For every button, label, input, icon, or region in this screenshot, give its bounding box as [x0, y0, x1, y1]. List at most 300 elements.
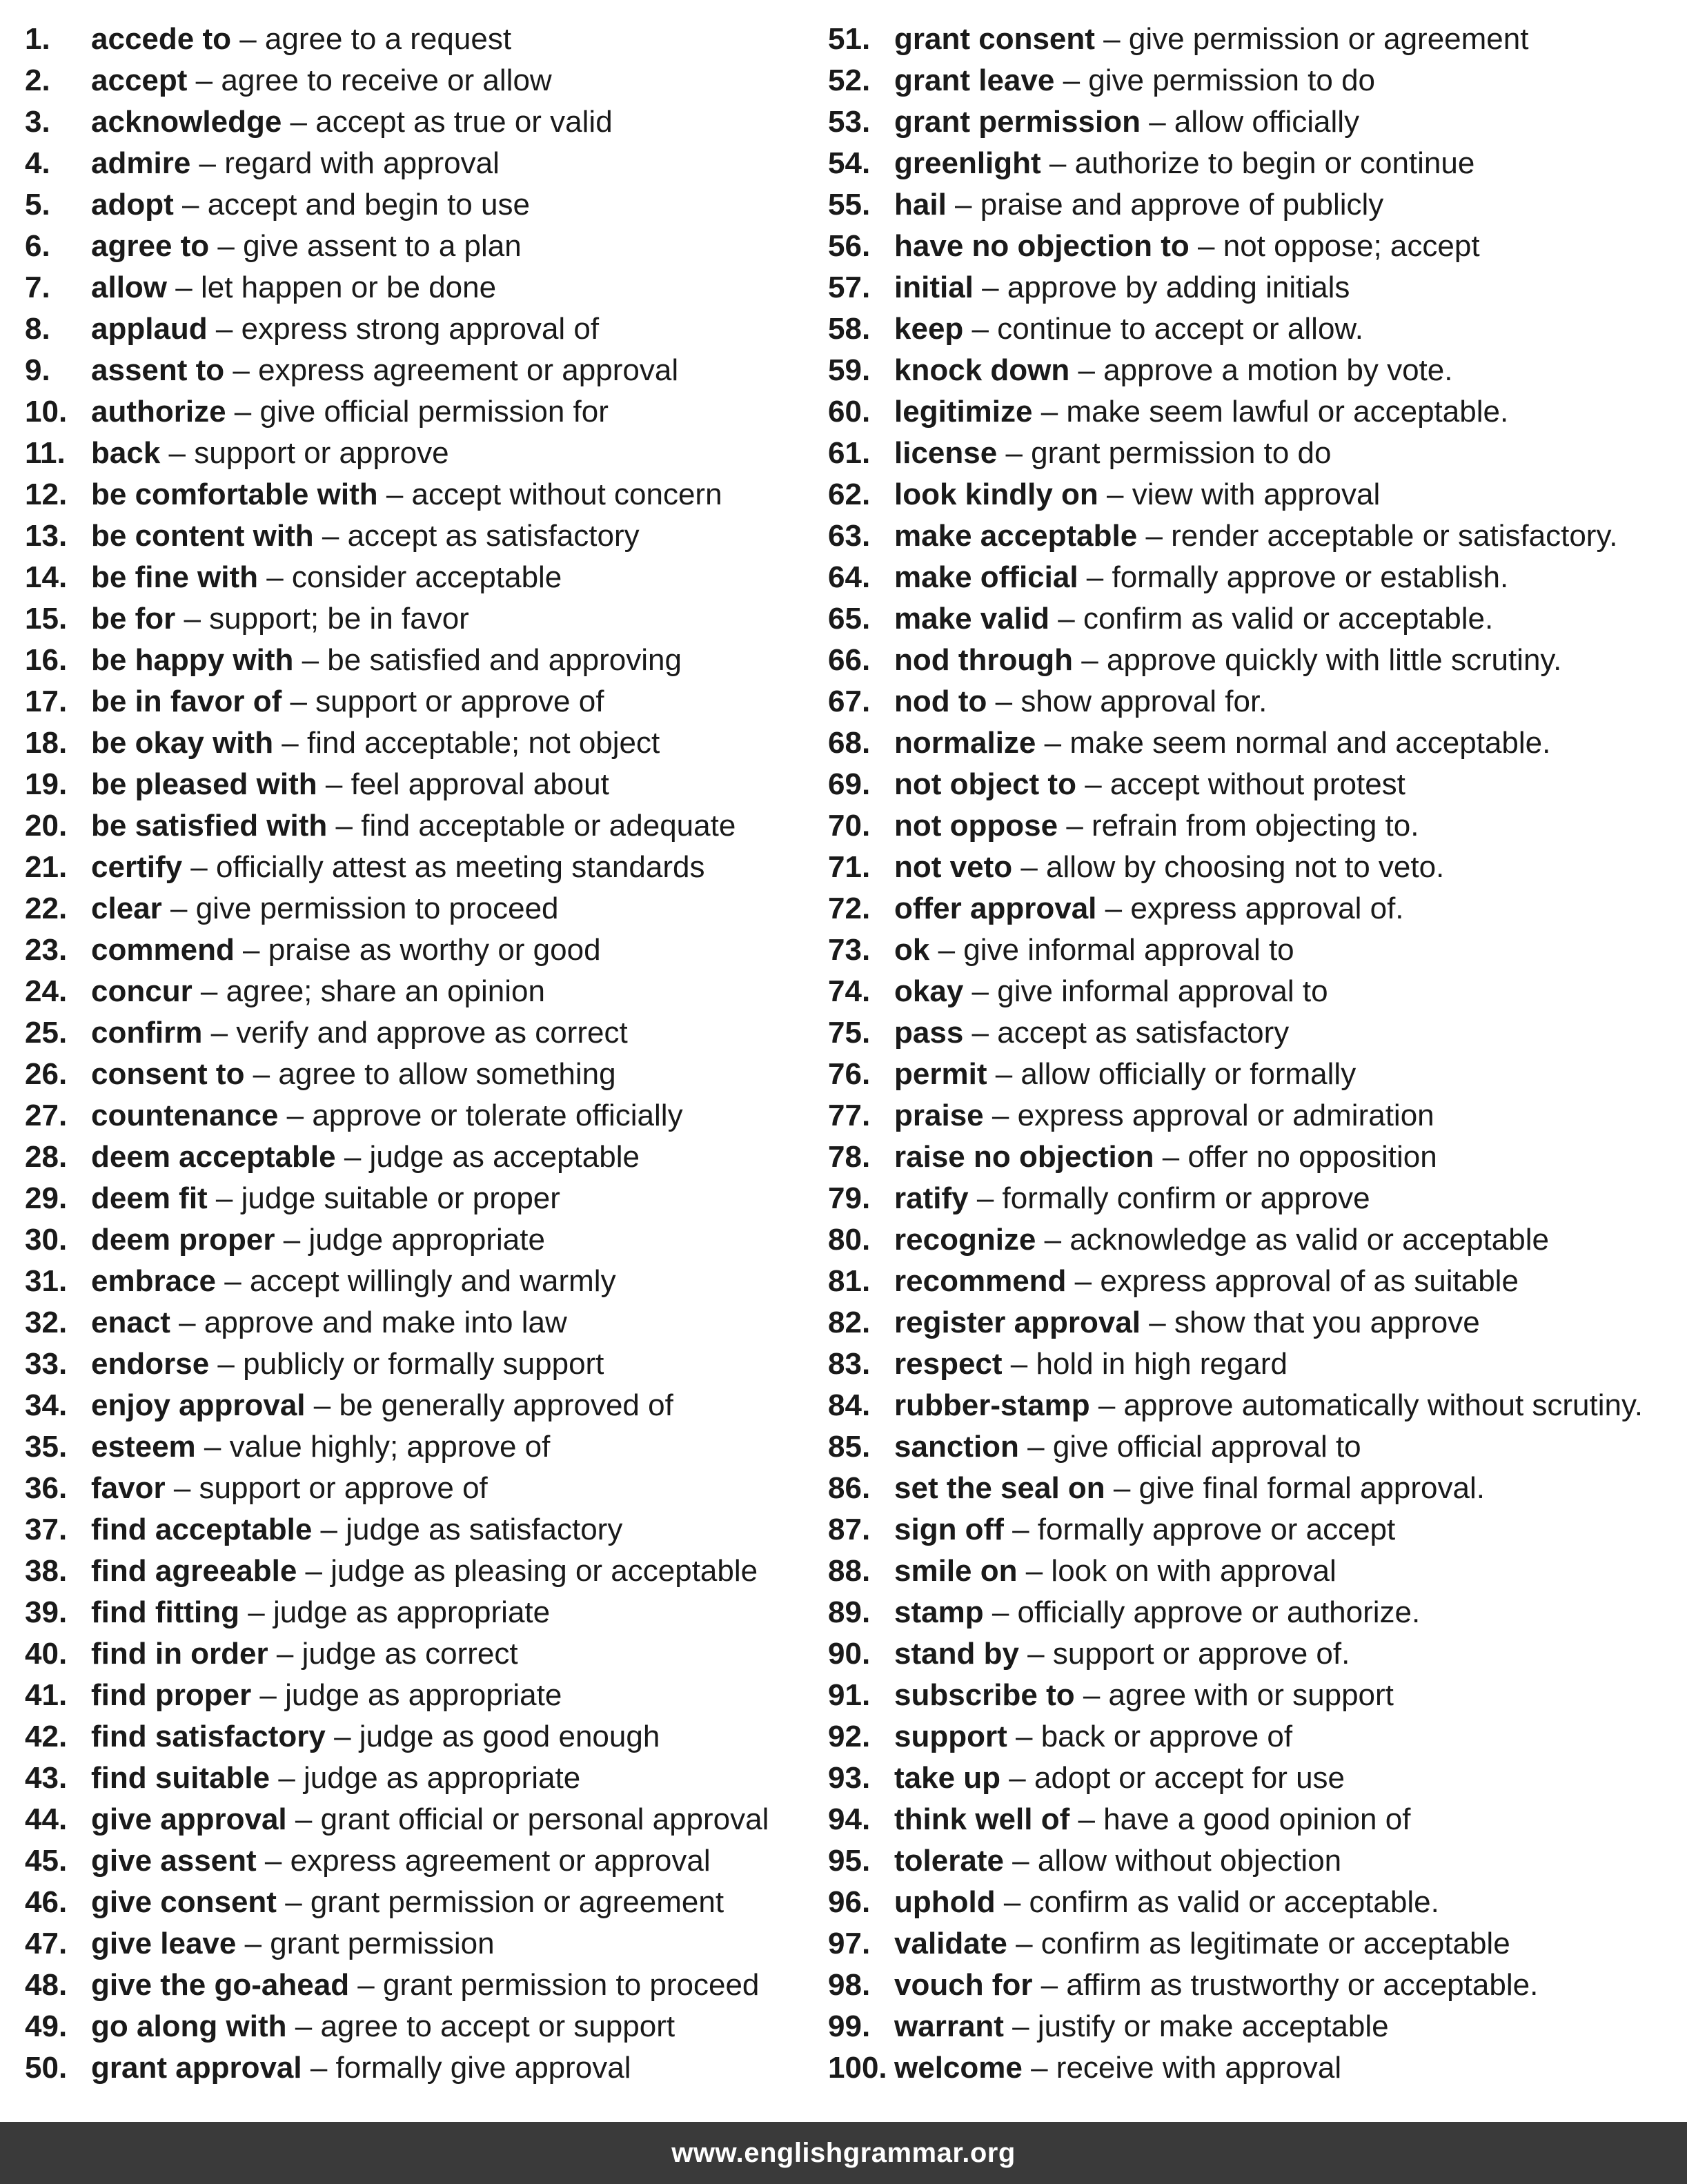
item-word: sanction: [894, 1430, 1019, 1464]
list-item: [828, 2047, 1680, 2089]
item-definition: approve and make into law: [204, 1306, 567, 1339]
item-word: legitimize: [894, 395, 1033, 429]
list-item: [828, 722, 1680, 764]
item-separator: –: [349, 1968, 383, 2002]
item-definition: formally give approval: [335, 2051, 631, 2085]
item-word: grant consent: [894, 22, 1095, 56]
item-word: go along with: [91, 2009, 287, 2043]
item-text: [91, 1840, 711, 1882]
list-item: [828, 1509, 1680, 1551]
list-item: [25, 1344, 818, 1385]
item-separator: –: [1032, 395, 1067, 429]
item-text: [894, 1509, 1395, 1551]
item-text: [894, 722, 1550, 764]
item-number: 85.: [828, 1430, 871, 1464]
item-definition: render acceptable or satisfactory.: [1171, 519, 1618, 553]
list-item: [25, 60, 818, 101]
item-word: hail: [894, 188, 947, 222]
item-separator: –: [1189, 229, 1223, 263]
item-number: 52.: [828, 63, 871, 97]
item-word: greenlight: [894, 146, 1041, 180]
item-definition: judge as correct: [302, 1637, 518, 1671]
item-definition: not oppose; accept: [1223, 229, 1480, 263]
item-number: 13.: [25, 519, 68, 553]
item-number: 22.: [25, 892, 68, 925]
item-separator: –: [968, 1181, 1003, 1215]
item-word: adopt: [91, 188, 174, 222]
item-separator: –: [983, 1099, 1018, 1132]
item-text: [91, 1716, 660, 1758]
item-number: 83.: [828, 1347, 871, 1381]
item-word: deem fit: [91, 1181, 208, 1215]
item-number: 26.: [25, 1057, 68, 1091]
item-separator: –: [256, 1844, 290, 1878]
item-definition: support or approve: [194, 436, 449, 470]
item-number: 46.: [25, 1885, 68, 1919]
item-text: [91, 1302, 567, 1344]
item-number: 15.: [25, 602, 68, 636]
item-definition: praise and approve of publicly: [980, 188, 1384, 222]
list-item: [828, 1219, 1680, 1261]
item-definition: make seem lawful or acceptable.: [1066, 395, 1509, 429]
item-separator: –: [1069, 1802, 1104, 1836]
item-word: be content with: [91, 519, 314, 553]
list-item: [828, 847, 1680, 888]
list-item: [25, 433, 818, 474]
item-word: find proper: [91, 1678, 252, 1712]
item-separator: –: [195, 1430, 230, 1464]
item-separator: –: [1141, 1306, 1174, 1339]
item-word: admire: [91, 146, 191, 180]
item-text: [91, 1509, 622, 1551]
item-number: 74.: [828, 974, 871, 1008]
item-number: 47.: [25, 1927, 68, 1960]
item-number: 7.: [25, 270, 50, 304]
item-definition: support or approve of: [315, 685, 604, 718]
item-word: take up: [894, 1761, 1001, 1795]
item-number: 23.: [25, 933, 68, 967]
item-number: 17.: [25, 685, 68, 718]
item-number: 97.: [828, 1927, 871, 1960]
item-number: 99.: [828, 2009, 871, 2043]
list-item: [25, 1385, 818, 1426]
item-separator: –: [317, 767, 351, 801]
item-definition: allow by choosing not to veto.: [1046, 850, 1445, 884]
item-word: nod through: [894, 643, 1074, 677]
item-word: offer approval: [894, 892, 1097, 925]
item-text: [894, 515, 1617, 557]
item-definition: support or approve of: [199, 1471, 488, 1505]
item-word: esteem: [91, 1430, 196, 1464]
list-item: [828, 1261, 1680, 1302]
list-item: [828, 1178, 1680, 1219]
item-text: [894, 60, 1375, 101]
list-item: [828, 888, 1680, 929]
item-definition: accept as true or valid: [315, 105, 613, 139]
list-item: [25, 1261, 818, 1302]
item-text: [91, 1344, 604, 1385]
item-number: 45.: [25, 1844, 68, 1878]
item-text: [91, 1054, 616, 1095]
item-separator: –: [192, 974, 226, 1008]
item-separator: –: [1154, 1140, 1188, 1174]
item-text: [91, 2047, 631, 2089]
item-word: find agreeable: [91, 1554, 297, 1588]
item-definition: formally approve or establish.: [1112, 560, 1509, 594]
item-word: initial: [894, 270, 974, 304]
item-word: enact: [91, 1306, 170, 1339]
list-item: [25, 929, 818, 971]
item-definition: regard with approval: [224, 146, 500, 180]
item-separator: –: [190, 146, 225, 180]
item-word: find in order: [91, 1637, 268, 1671]
item-definition: give permission or agreement: [1128, 22, 1529, 56]
item-definition: allow without objection: [1037, 1844, 1342, 1878]
item-separator: –: [275, 1223, 309, 1257]
item-text: [894, 1551, 1336, 1592]
item-word: be happy with: [91, 643, 294, 677]
item-definition: grant permission to do: [1031, 436, 1332, 470]
item-separator: –: [244, 1057, 279, 1091]
item-word: license: [894, 436, 998, 470]
item-separator: –: [226, 395, 260, 429]
item-separator: –: [963, 1016, 998, 1050]
list-item: [828, 1840, 1680, 1882]
list-item: [25, 184, 818, 226]
item-separator: –: [1003, 1513, 1038, 1546]
item-separator: –: [312, 1513, 346, 1546]
item-separator: –: [216, 1264, 250, 1298]
list-item: [828, 308, 1680, 350]
item-text: [894, 1137, 1437, 1178]
item-word: be satisfied with: [91, 809, 328, 843]
item-number: 5.: [25, 188, 50, 222]
item-separator: –: [282, 105, 316, 139]
word-list-left-column: [25, 19, 818, 2089]
item-text: [91, 350, 678, 391]
list-item: [828, 1385, 1680, 1426]
item-word: recommend: [894, 1264, 1067, 1298]
item-definition: judge as good enough: [359, 1720, 660, 1753]
item-definition: judge appropriate: [308, 1223, 545, 1257]
item-word: smile on: [894, 1554, 1018, 1588]
list-item: [828, 1633, 1680, 1675]
item-separator: –: [1022, 2051, 1056, 2085]
item-separator: –: [202, 1016, 237, 1050]
item-definition: judge suitable or proper: [241, 1181, 560, 1215]
list-item: [25, 681, 818, 722]
item-definition: grant official or personal approval: [320, 1802, 769, 1836]
item-definition: judge as appropriate: [273, 1595, 551, 1629]
item-separator: –: [297, 1554, 331, 1588]
item-word: deem proper: [91, 1223, 275, 1257]
item-separator: –: [987, 685, 1021, 718]
item-definition: offer no opposition: [1187, 1140, 1437, 1174]
item-definition: formally confirm or approve: [1002, 1181, 1370, 1215]
item-definition: express approval of.: [1130, 892, 1404, 925]
item-text: [894, 929, 1294, 971]
list-item: [828, 184, 1680, 226]
item-text: [894, 1799, 1410, 1840]
list-item: [828, 101, 1680, 143]
item-text: [894, 1840, 1341, 1882]
item-separator: –: [276, 1885, 310, 1919]
item-word: give consent: [91, 1885, 277, 1919]
list-item: [828, 391, 1680, 433]
item-definition: praise as worthy or good: [268, 933, 601, 967]
item-text: [91, 1882, 724, 1923]
item-word: rubber-stamp: [894, 1388, 1090, 1422]
item-definition: confirm as valid or acceptable.: [1029, 1885, 1439, 1919]
item-text: [91, 19, 511, 60]
item-word: permit: [894, 1057, 987, 1091]
list-item: [828, 1758, 1680, 1799]
item-text: [894, 1468, 1485, 1509]
item-word: find suitable: [91, 1761, 270, 1795]
item-definition: agree to receive or allow: [221, 63, 552, 97]
item-number: 4.: [25, 146, 50, 180]
item-number: 75.: [828, 1016, 871, 1050]
item-separator: –: [1003, 1844, 1038, 1878]
list-item: [25, 226, 818, 267]
list-item: [25, 1137, 818, 1178]
item-separator: –: [251, 1678, 286, 1712]
item-definition: authorize to begin or continue: [1074, 146, 1475, 180]
item-definition: publicly or formally support: [243, 1347, 604, 1381]
list-item: [828, 1095, 1680, 1137]
list-item: [25, 1426, 818, 1468]
item-definition: formally approve or accept: [1037, 1513, 1396, 1546]
item-word: not object to: [894, 767, 1076, 801]
item-word: find satisfactory: [91, 1720, 326, 1753]
list-item: [828, 1012, 1680, 1054]
item-definition: judge as pleasing or acceptable: [331, 1554, 758, 1588]
item-separator: –: [1032, 1968, 1067, 2002]
item-word: not veto: [894, 850, 1013, 884]
list-item: [828, 1675, 1680, 1716]
item-number: 79.: [828, 1181, 871, 1215]
item-text: [91, 1137, 640, 1178]
list-item: [828, 60, 1680, 101]
item-word: be comfortable with: [91, 478, 378, 511]
item-word: recognize: [894, 1223, 1036, 1257]
item-definition: approve automatically without scrutiny.: [1123, 1388, 1643, 1422]
item-separator: –: [1000, 1761, 1034, 1795]
item-text: [91, 1675, 562, 1716]
item-separator: –: [995, 1885, 1029, 1919]
item-text: [894, 474, 1380, 515]
item-text: [894, 1675, 1394, 1716]
list-item: [828, 598, 1680, 640]
item-number: 39.: [25, 1595, 68, 1629]
item-text: [894, 1592, 1420, 1633]
list-item: [828, 764, 1680, 805]
item-number: 43.: [25, 1761, 68, 1795]
list-item: [828, 1344, 1680, 1385]
list-item: [828, 1426, 1680, 1468]
item-text: [91, 640, 682, 681]
item-definition: approve a motion by vote.: [1103, 353, 1453, 387]
item-number: 10.: [25, 395, 68, 429]
item-text: [894, 1426, 1361, 1468]
item-text: [894, 888, 1404, 929]
item-text: [91, 433, 449, 474]
item-definition: grant permission to proceed: [383, 1968, 760, 2002]
item-text: [91, 1799, 769, 1840]
item-word: raise no objection: [894, 1140, 1154, 1174]
item-separator: –: [377, 478, 412, 511]
item-separator: –: [963, 974, 998, 1008]
item-number: 64.: [828, 560, 871, 594]
footer-website-link[interactable]: www.englishgrammar.org: [671, 2137, 1016, 2168]
item-number: 57.: [828, 270, 871, 304]
list-item: [25, 1758, 818, 1799]
item-definition: affirm as trustworthy or acceptable.: [1066, 1968, 1539, 2002]
item-text: [894, 1054, 1356, 1095]
list-item: [828, 515, 1680, 557]
item-text: [91, 1261, 616, 1302]
item-separator: –: [207, 1181, 241, 1215]
list-item: [828, 267, 1680, 308]
item-text: [91, 847, 704, 888]
item-definition: find acceptable; not object: [307, 726, 660, 760]
item-separator: –: [278, 1099, 313, 1132]
item-text: [91, 1219, 545, 1261]
item-definition: express agreement or approval: [258, 353, 679, 387]
item-text: [894, 598, 1493, 640]
item-separator: –: [305, 1388, 339, 1422]
item-definition: hold in high regard: [1036, 1347, 1288, 1381]
item-text: [91, 1095, 683, 1137]
item-text: [894, 350, 1452, 391]
item-word: give assent: [91, 1844, 257, 1878]
item-text: [91, 143, 500, 184]
item-number: 61.: [828, 436, 871, 470]
item-number: 1.: [25, 22, 50, 56]
item-number: 6.: [25, 229, 50, 263]
item-text: [894, 101, 1359, 143]
list-item: [25, 474, 818, 515]
item-number: 3.: [25, 105, 50, 139]
item-separator: –: [1018, 1637, 1053, 1671]
item-number: 90.: [828, 1637, 871, 1671]
list-item: [828, 1592, 1680, 1633]
list-item: [25, 308, 818, 350]
item-word: concur: [91, 974, 193, 1008]
item-word: ratify: [894, 1181, 969, 1215]
list-item: [828, 1302, 1680, 1344]
item-number: 31.: [25, 1264, 68, 1298]
item-number: 81.: [828, 1264, 871, 1298]
item-separator: –: [173, 188, 208, 222]
item-number: 100.: [828, 2051, 887, 2085]
item-number: 25.: [25, 1016, 68, 1050]
item-number: 53.: [828, 105, 871, 139]
item-word: enjoy approval: [91, 1388, 306, 1422]
list-item: [25, 350, 818, 391]
item-text: [91, 101, 613, 143]
list-item: [25, 143, 818, 184]
item-text: [91, 1923, 495, 1965]
item-text: [91, 1468, 488, 1509]
item-separator: –: [1018, 1430, 1053, 1464]
item-definition: judge as appropriate: [285, 1678, 562, 1712]
item-separator: –: [973, 270, 1007, 304]
item-text: [91, 598, 469, 640]
item-number: 30.: [25, 1223, 68, 1257]
item-text: [91, 1965, 759, 2006]
item-separator: –: [1012, 850, 1047, 884]
list-item: [25, 1675, 818, 1716]
item-text: [894, 267, 1350, 308]
item-word: praise: [894, 1099, 984, 1132]
item-text: [91, 722, 660, 764]
item-number: 56.: [828, 229, 871, 263]
item-definition: support or approve of.: [1052, 1637, 1350, 1671]
list-item: [828, 143, 1680, 184]
footer-bar: [0, 2122, 1687, 2184]
item-word: allow: [91, 270, 168, 304]
item-number: 48.: [25, 1968, 68, 2002]
item-definition: give assent to a plan: [243, 229, 522, 263]
item-word: tolerate: [894, 1844, 1004, 1878]
item-definition: express agreement or approval: [290, 1844, 711, 1878]
list-item: [25, 1054, 818, 1095]
item-text: [894, 971, 1328, 1012]
item-separator: –: [209, 229, 244, 263]
item-definition: value highly; approve of: [229, 1430, 551, 1464]
word-list-right-column: [828, 19, 1680, 2089]
item-separator: –: [270, 1761, 304, 1795]
item-definition: be generally approved of: [339, 1388, 673, 1422]
list-item: [25, 1551, 818, 1592]
item-definition: agree with or support: [1108, 1678, 1394, 1712]
list-item: [25, 805, 818, 847]
item-separator: –: [187, 63, 221, 97]
item-number: 82.: [828, 1306, 871, 1339]
item-separator: –: [1105, 1471, 1139, 1505]
item-number: 89.: [828, 1595, 871, 1629]
item-word: vouch for: [894, 1968, 1033, 2002]
item-text: [894, 1261, 1519, 1302]
item-separator: –: [1069, 353, 1104, 387]
item-separator: –: [239, 1595, 273, 1629]
item-number: 68.: [828, 726, 871, 760]
item-text: [894, 143, 1474, 184]
item-number: 69.: [828, 767, 871, 801]
item-definition: agree to accept or support: [320, 2009, 675, 2043]
item-number: 96.: [828, 1885, 871, 1919]
item-number: 36.: [25, 1471, 68, 1505]
item-word: acknowledge: [91, 105, 282, 139]
item-definition: agree to a request: [264, 22, 512, 56]
item-definition: consider acceptable: [291, 560, 562, 594]
item-word: keep: [894, 312, 964, 346]
item-definition: continue to accept or allow.: [997, 312, 1363, 346]
item-text: [894, 1095, 1434, 1137]
list-item: [25, 391, 818, 433]
item-separator: –: [302, 2051, 336, 2085]
item-separator: –: [1066, 1264, 1101, 1298]
item-number: 55.: [828, 188, 871, 222]
list-item: [25, 1923, 818, 1965]
item-definition: accept and begin to use: [207, 188, 530, 222]
item-word: normalize: [894, 726, 1036, 760]
item-definition: give final formal approval.: [1138, 1471, 1485, 1505]
item-definition: support; be in favor: [209, 602, 469, 636]
item-text: [894, 433, 1331, 474]
item-definition: show that you approve: [1174, 1306, 1480, 1339]
